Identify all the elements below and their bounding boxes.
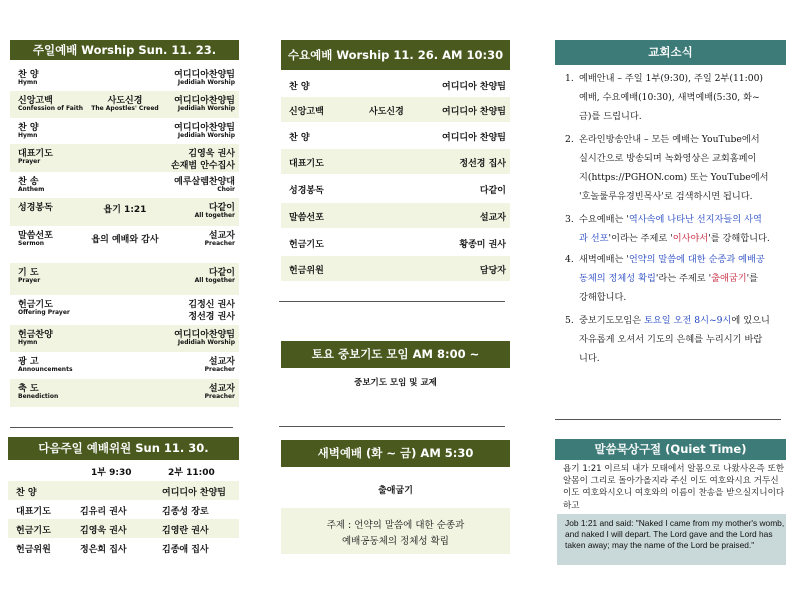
wednesday-row <box>281 230 510 255</box>
news-3-line2: 과 선포'이라는 주제로 '이사야서'를 강해합니다. <box>579 233 770 244</box>
middle-divider <box>279 301 505 302</box>
sunday-row-title-en: Hymn <box>18 339 38 346</box>
next-sunday-row <box>8 519 239 538</box>
sunday-row <box>10 325 239 352</box>
sunday-row-title: 성경봉독 <box>18 203 53 213</box>
sunday-row-leader-en: Jedidiah Worship <box>177 339 235 346</box>
news-4-line1: 새벽예배는 '언약의 말씀에 대한 순종과 예배공 <box>579 254 765 265</box>
news-num-4: 4. <box>565 254 574 265</box>
dawn-theme-line2: 예배공동체의 정체성 확립 <box>342 536 449 547</box>
sunday-row <box>10 91 239 118</box>
next-sunday-header: 다음주일 예배위원 Sun 11. 30. <box>8 437 239 460</box>
news-2-line2: 실시간으로 방송되며 녹화영상은 교회홈페이 <box>579 153 757 164</box>
next-row-role: 대표기도 <box>16 507 51 517</box>
dawn-worship <box>281 440 510 560</box>
news-1-line3: 금)를 드립니다. <box>579 111 642 122</box>
sunday-row-leader: 설교자 <box>208 384 235 394</box>
sunday-row-title: 찬 양 <box>18 123 39 133</box>
sunday-row-title: 대표기도 <box>18 149 53 159</box>
sunday-row-leader: 여디디아찬양팀 <box>174 96 235 106</box>
sunday-row-leader: 다같이 <box>208 203 235 213</box>
dawn-book: 출애굽기 <box>378 486 413 496</box>
next-sunday-committee <box>8 437 239 567</box>
sunday-row <box>10 263 239 295</box>
wednesday-row-middle: 사도신경 <box>369 107 404 117</box>
wednesday-header: 수요예배 Worship 11. 26. AM 10:30 <box>281 40 510 70</box>
sunday-row-middle: 욥의 예배와 감사 <box>91 235 159 245</box>
sunday-row-title: 헌금기도 <box>18 300 53 310</box>
wednesday-row-title: 말씀선포 <box>289 213 324 223</box>
sunday-row-leader-en: Jedidiah Worship <box>177 79 235 86</box>
news-2-line1: 온라인방송안내 – 모든 예배는 YouTube에서 <box>579 134 760 145</box>
news-3-line1: 수요예배는 '역사속에 나타난 선지자들의 사역 <box>579 214 762 225</box>
sunday-row-title-en: Offering Prayer <box>18 309 70 316</box>
wednesday-row-title: 대표기도 <box>289 159 324 169</box>
wednesday-row <box>281 176 510 201</box>
wednesday-row-title: 성경봉독 <box>289 186 324 196</box>
news-num-3: 3. <box>565 214 574 225</box>
sunday-row <box>10 295 239 325</box>
dawn-header: 새벽예배 (화 ~ 금) AM 5:30 <box>281 440 510 467</box>
sunday-row-middle: 사도신경 <box>107 96 143 106</box>
sunday-row-leader: 여디디아찬양팀 <box>174 330 235 340</box>
sunday-row-leader: 여디디아찬양팀 <box>174 70 235 80</box>
next-row-first: 김영욱 권사 <box>80 526 127 536</box>
news-4-line2: 동체의 정체성 확립'라는 주제로 '출애굽기'를 <box>579 273 759 284</box>
sunday-row-title: 찬 양 <box>18 70 39 80</box>
qt-korean: 욥기 1:21 이르되 내가 모태에서 알몸으로 나왔사온즉 또한 알몸이 그리로 돌아가올지라 주신 이도 여호와시요 거두신 이도 여호와시오니 여호와의 이름이 찬송을 받으실지니이다 하고 <box>563 464 785 511</box>
wednesday-order <box>281 40 510 285</box>
news-5-line3: 니다. <box>579 353 600 364</box>
sunday-row-leader-2: 손재범 안수집사 <box>171 161 235 171</box>
wednesday-row-leader: 여디디아 찬양팀 <box>442 133 506 143</box>
dawn-theme-box <box>281 508 510 554</box>
sunday-row-title-en: Benediction <box>18 393 59 400</box>
quiet-time <box>555 439 786 569</box>
sunday-row-title-en: Anthem <box>18 186 45 193</box>
sunday-row-middle: 욥기 1:21 <box>103 205 147 215</box>
next-row-second: 여디디아 찬양팀 <box>162 488 226 498</box>
next-row-second: 김영란 권사 <box>162 526 209 536</box>
sunday-row-title: 찬 송 <box>18 177 39 187</box>
qt-header: 말씀묵상구절 (Quiet Time) <box>555 439 786 460</box>
sunday-row-leader: 설교자 <box>208 231 235 241</box>
news-num-1: 1. <box>565 73 574 84</box>
news-header: 교회소식 <box>555 40 786 65</box>
news-2-line3: 지(https://PGHON.com) 또는 YouTube에서 <box>579 172 769 183</box>
sunday-order <box>10 40 239 412</box>
sunday-row-title: 헌금찬양 <box>18 330 53 340</box>
next-row-role: 헌금기도 <box>16 526 51 536</box>
next-row-first: 정은희 집사 <box>80 545 127 555</box>
sunday-row-leader-en: Choir <box>217 186 235 193</box>
wednesday-row-title: 찬 양 <box>289 82 310 92</box>
sunday-row-middle-en: The Apostles' Creed <box>91 105 159 112</box>
sunday-row-leader-en: Jedidiah Worship <box>177 105 235 112</box>
wednesday-row-leader: 여디디아 찬양팀 <box>442 82 506 92</box>
wednesday-row <box>281 123 510 148</box>
next-row-second: 김종애 집사 <box>162 545 209 555</box>
sunday-row <box>10 144 239 172</box>
news-5-line1: 중보기도모임은 토요일 오전 8시~9시에 있으니 <box>579 315 770 326</box>
wednesday-row-title: 헌금기도 <box>289 240 324 250</box>
sunday-row-leader: 김영욱 권사 <box>188 149 235 159</box>
news-4-line3: 강해합니다. <box>579 292 627 303</box>
sunday-row-title-en: Hymn <box>18 132 38 139</box>
next-row-second: 김종성 장로 <box>162 507 209 517</box>
sunday-row-title: 기 도 <box>18 268 39 278</box>
sunday-row-leader: 설교자 <box>208 357 235 367</box>
sunday-row <box>10 379 239 407</box>
wednesday-row-leader: 여디디아 찬양팀 <box>442 107 506 117</box>
sunday-row-title-en: Confession of Faith <box>18 105 83 112</box>
sunday-row-leader: 예루살렘찬양대 <box>174 177 235 187</box>
sunday-row-leader: 김정신 권사 <box>188 300 235 310</box>
wednesday-row-title: 신앙고백 <box>289 107 324 117</box>
sunday-row-title-en: Announcements <box>18 366 73 373</box>
wednesday-row-title: 찬 양 <box>289 133 310 143</box>
sunday-row-title-en: Prayer <box>18 158 41 165</box>
church-news <box>555 40 786 380</box>
qt-english-box <box>557 514 786 565</box>
wednesday-row <box>281 256 510 281</box>
next-sunday-row <box>8 538 239 557</box>
wednesday-row <box>281 97 510 122</box>
wednesday-row-leader: 황종미 권사 <box>459 240 506 250</box>
sunday-header: 주일예배 Worship Sun. 11. 23. <box>10 40 239 60</box>
sunday-row <box>10 118 239 144</box>
sunday-row-leader-en: Preacher <box>204 240 235 247</box>
wednesday-row <box>281 203 510 228</box>
next-sunday-row <box>8 481 239 500</box>
saturday-header: 토요 중보기도 모임 AM 8:00 ~ <box>281 341 510 368</box>
qt-english: Job 1:21 and said: "Naked I came from my mother's womb, and naked I will depart. The Lord gave and the Lord has taken away; may the name of the Lord be praised." <box>565 518 785 551</box>
news-num-2: 2. <box>565 134 574 145</box>
news-1-line1: 예배안내 – 주일 1부(9:30), 주일 2부(11:00) <box>579 73 764 84</box>
next-row-role: 헌금위원 <box>16 545 51 555</box>
next-sunday-row <box>8 500 239 519</box>
sunday-row-leader-en: Preacher <box>204 393 235 400</box>
sunday-row-title-en: Sermon <box>18 240 44 247</box>
sunday-row-leader-en: Preacher <box>204 366 235 373</box>
right-divider <box>555 419 781 420</box>
wednesday-row-leader: 설교자 <box>479 213 506 223</box>
saturday-prayer <box>281 341 510 401</box>
news-num-5: 5. <box>565 315 574 326</box>
wednesday-row-leader: 다같이 <box>479 186 506 196</box>
next-row-role: 찬 양 <box>16 488 37 498</box>
sunday-row <box>10 352 239 379</box>
wednesday-row-title: 헌금위원 <box>289 266 324 276</box>
wednesday-row <box>281 72 510 97</box>
sunday-row-leader-en: Jedidiah Worship <box>177 132 235 139</box>
news-5-line2: 자유롭게 오셔서 기도의 은혜를 누리시기 바랍 <box>579 334 763 345</box>
wednesday-row-leader: 담당자 <box>479 266 506 276</box>
sunday-row <box>10 226 239 263</box>
sunday-row <box>10 198 239 226</box>
sunday-row-leader: 다같이 <box>208 268 235 278</box>
sunday-row-title: 신앙고백 <box>18 96 53 106</box>
next-col2-label: 2부 11:00 <box>168 468 215 478</box>
sunday-row <box>10 172 239 198</box>
sunday-row-leader-en: All together <box>194 277 235 284</box>
saturday-text: 중보기도 모임 및 교제 <box>354 378 437 388</box>
sunday-row-leader-2: 정선경 권사 <box>188 312 235 322</box>
news-1-line2: 예배, 수요예배(10:30), 새벽예배(5:30, 화~ <box>579 92 760 103</box>
sunday-row-title-en: Hymn <box>18 79 38 86</box>
sunday-row-leader: 여디디아찬양팀 <box>174 123 235 133</box>
sunday-row-title-en: Prayer <box>18 277 41 284</box>
wednesday-row <box>281 149 510 174</box>
sunday-row-title: 말씀선포 <box>18 231 53 241</box>
sunday-row <box>10 65 239 91</box>
left-divider <box>10 427 233 428</box>
sunday-row-title: 광 고 <box>18 357 39 367</box>
sunday-row-leader-en: All together <box>194 212 235 219</box>
dawn-theme-line1: 주제 : 언약의 말씀에 대한 순종과 <box>326 520 465 531</box>
wednesday-row-leader: 정선경 집사 <box>459 159 506 169</box>
next-row-first: 김유리 권사 <box>80 507 127 517</box>
news-2-line4: '호놀룰루유경빈목사'로 검색하시면 됩니다. <box>579 191 753 202</box>
next-col1-label: 1부 9:30 <box>91 468 132 478</box>
sunday-row-title: 축 도 <box>18 384 39 394</box>
middle-divider-2 <box>279 426 505 427</box>
